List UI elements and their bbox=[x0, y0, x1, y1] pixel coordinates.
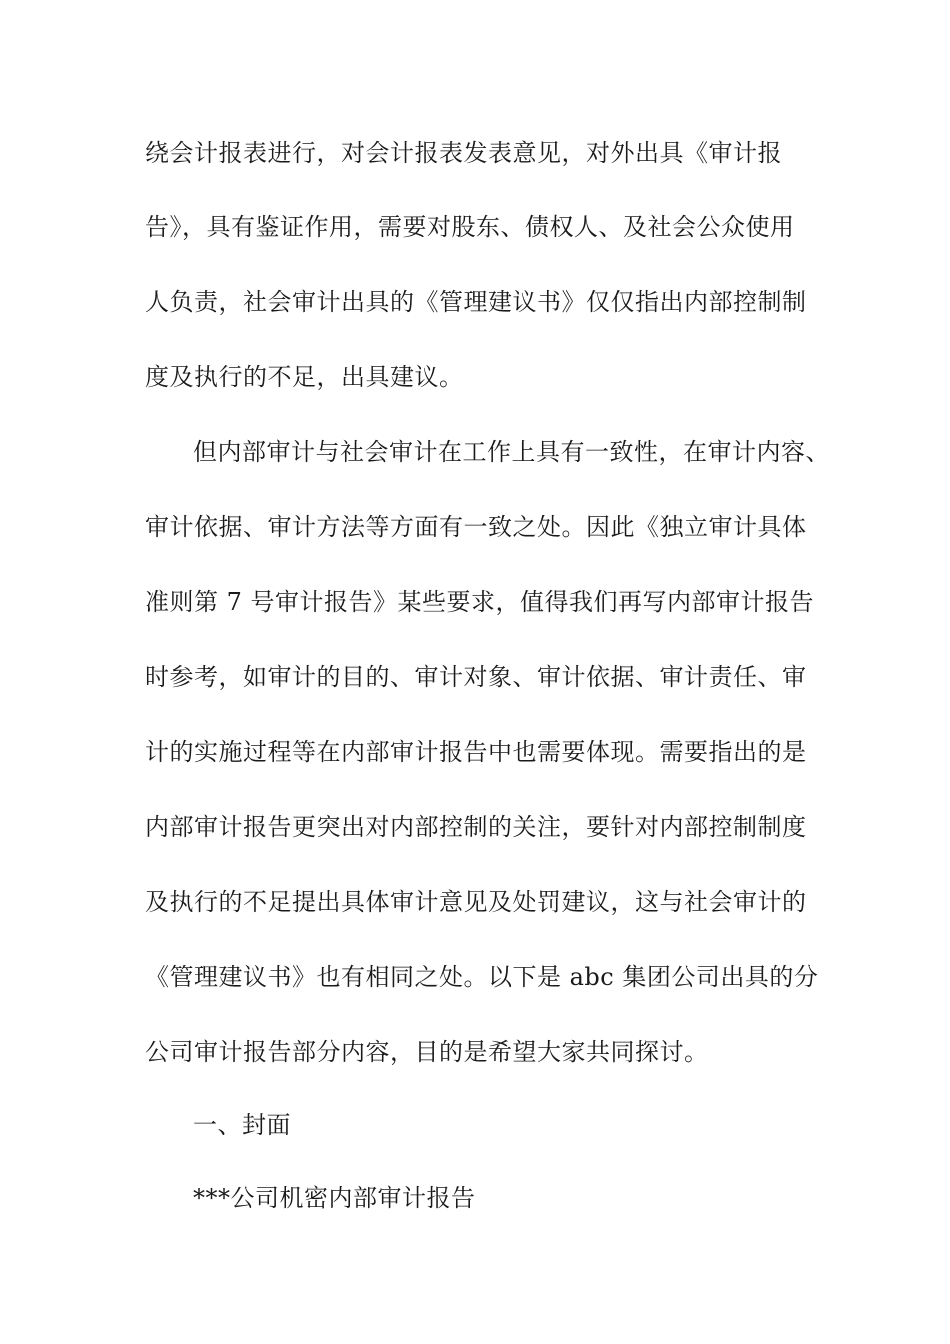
report-title: ***公司机密内部审计报告 bbox=[193, 1184, 476, 1212]
paragraph-line: 准则第 7 号审计报告》某些要求，值得我们再写内部审计报告 bbox=[145, 588, 815, 616]
paragraph-line: 计的实施过程等在内部审计报告中也需要体现。需要指出的是 bbox=[145, 738, 807, 766]
paragraph-line: 内部审计报告更突出对内部控制的关注，要针对内部控制制度 bbox=[145, 813, 807, 841]
paragraph-line: 告》，具有鉴证作用，需要对股东、债权人、及社会公众使用 bbox=[145, 213, 795, 241]
section-heading: 一、封面 bbox=[193, 1111, 291, 1139]
paragraph-line: 人负责，社会审计出具的《管理建议书》仅仅指出内部控制制 bbox=[145, 288, 807, 316]
paragraph-line: 公司审计报告部分内容，目的是希望大家共同探讨。 bbox=[145, 1038, 709, 1066]
paragraph-line: 时参考，如审计的目的、审计对象、审计依据、审计责任、审 bbox=[145, 663, 807, 691]
paragraph-line: 及执行的不足提出具体审计意见及处罚建议，这与社会审计的 bbox=[145, 888, 807, 916]
paragraph-line: 度及执行的不足，出具建议。 bbox=[145, 363, 464, 391]
paragraph-line: 但内部审计与社会审计在工作上具有一致性，在审计内容、 bbox=[193, 438, 830, 466]
paragraph-line: 《管理建议书》也有相同之处。以下是 abc 集团公司出具的分 bbox=[145, 963, 819, 991]
paragraph-line: 绕会计报表进行，对会计报表发表意见，对外出具《审计报 bbox=[145, 139, 782, 167]
paragraph-line: 审计依据、审计方法等方面有一致之处。因此《独立审计具体 bbox=[145, 513, 807, 541]
